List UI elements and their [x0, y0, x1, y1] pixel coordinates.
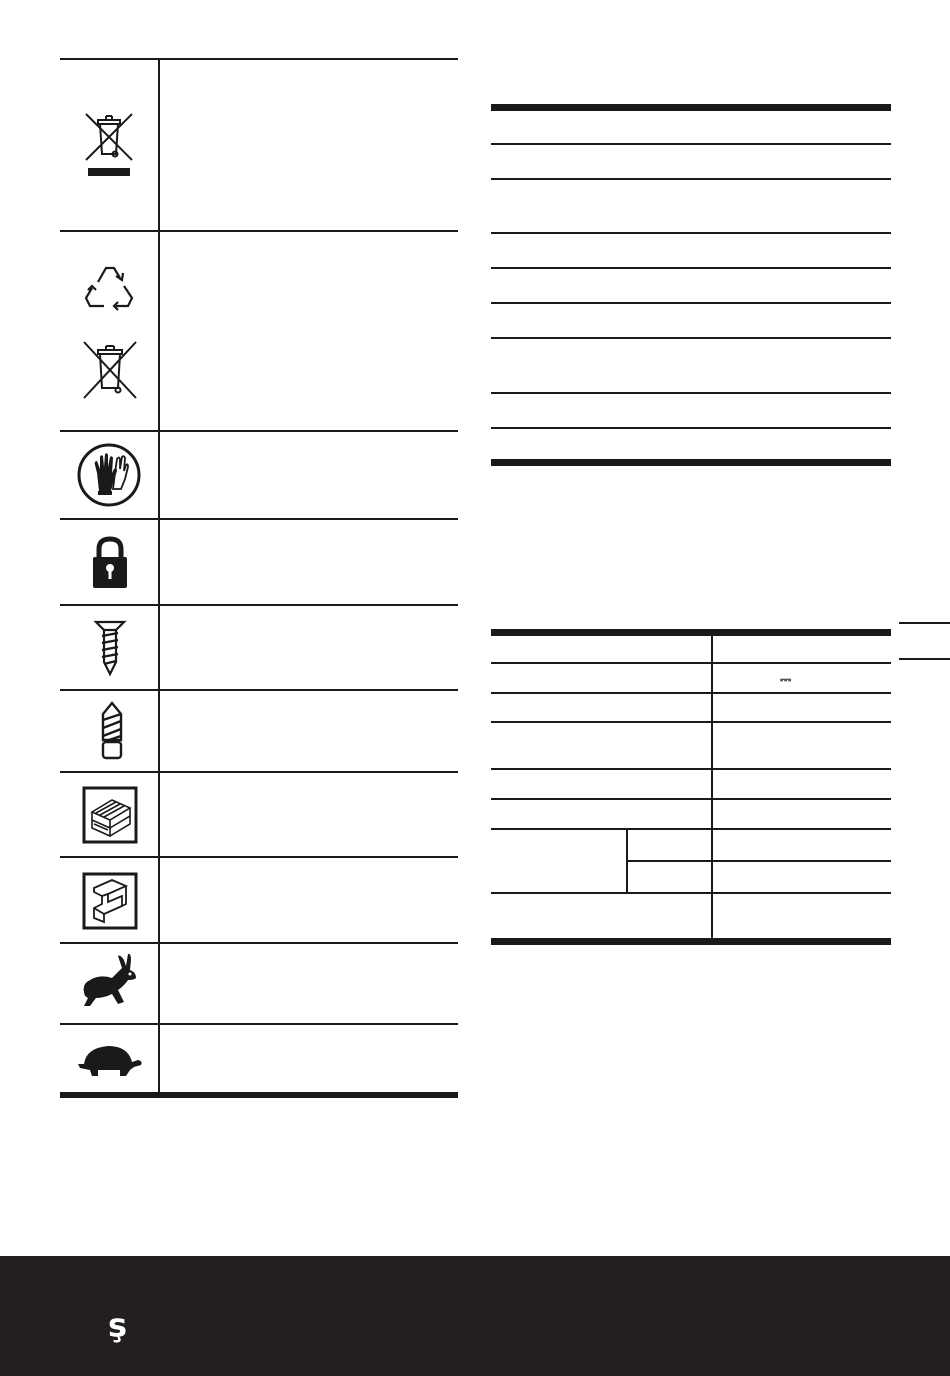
weee-bin-crossed-icon — [82, 340, 138, 400]
turtle-slow-icon — [76, 1040, 144, 1078]
weee-bin-crossed-icon — [82, 110, 136, 182]
gloves-icon — [77, 443, 141, 507]
symbol-row-divider — [60, 230, 458, 232]
side-tab-top-rule — [899, 622, 950, 624]
symbol-row-divider — [60, 942, 458, 944]
components-row-divider — [491, 232, 891, 234]
symbol-table-bottom-rule — [60, 1092, 458, 1098]
symbol-row-divider — [60, 689, 458, 691]
components-row-divider — [491, 302, 891, 304]
rabbit-fast-icon — [78, 950, 142, 1014]
components-row-divider — [491, 427, 891, 429]
components-row-divider — [491, 392, 891, 394]
tech-row-divider — [491, 798, 891, 800]
tech-row-divider — [491, 662, 891, 664]
dc-voltage-symbol: ⎓ — [780, 672, 792, 688]
components-row-divider — [491, 267, 891, 269]
symbol-row-divider — [60, 518, 458, 520]
wood-icon — [82, 786, 138, 844]
symbol-table-column-divider — [158, 60, 160, 1092]
components-table-bottom-rule — [491, 459, 891, 466]
components-row-divider — [491, 178, 891, 180]
tech-table-bottom-rule — [491, 938, 891, 945]
footer-language-glyph: ş — [108, 1306, 128, 1344]
tech-subrow-divider — [627, 860, 891, 862]
symbol-row-divider — [60, 430, 458, 432]
screw-icon — [92, 618, 128, 678]
symbol-table-top-rule — [60, 58, 458, 60]
tech-row-divider — [491, 692, 891, 694]
symbol-row-divider — [60, 856, 458, 858]
tech-table-top-rule — [491, 629, 891, 636]
padlock-icon — [90, 534, 130, 590]
tech-row-divider — [491, 828, 891, 830]
tech-row-divider — [491, 721, 891, 723]
symbol-row-divider — [60, 1023, 458, 1025]
symbol-row-divider — [60, 604, 458, 606]
recycle-icon — [80, 262, 138, 318]
components-table-top-rule — [491, 104, 891, 111]
tech-row-divider — [491, 892, 891, 894]
drill-bit-icon — [97, 700, 127, 762]
components-row-divider — [491, 337, 891, 339]
metal-profile-icon — [82, 872, 138, 930]
symbol-row-divider — [60, 771, 458, 773]
tech-row-divider — [491, 768, 891, 770]
page-footer — [0, 1256, 950, 1376]
components-row-divider — [491, 143, 891, 145]
side-tab-bottom-rule — [899, 658, 950, 660]
